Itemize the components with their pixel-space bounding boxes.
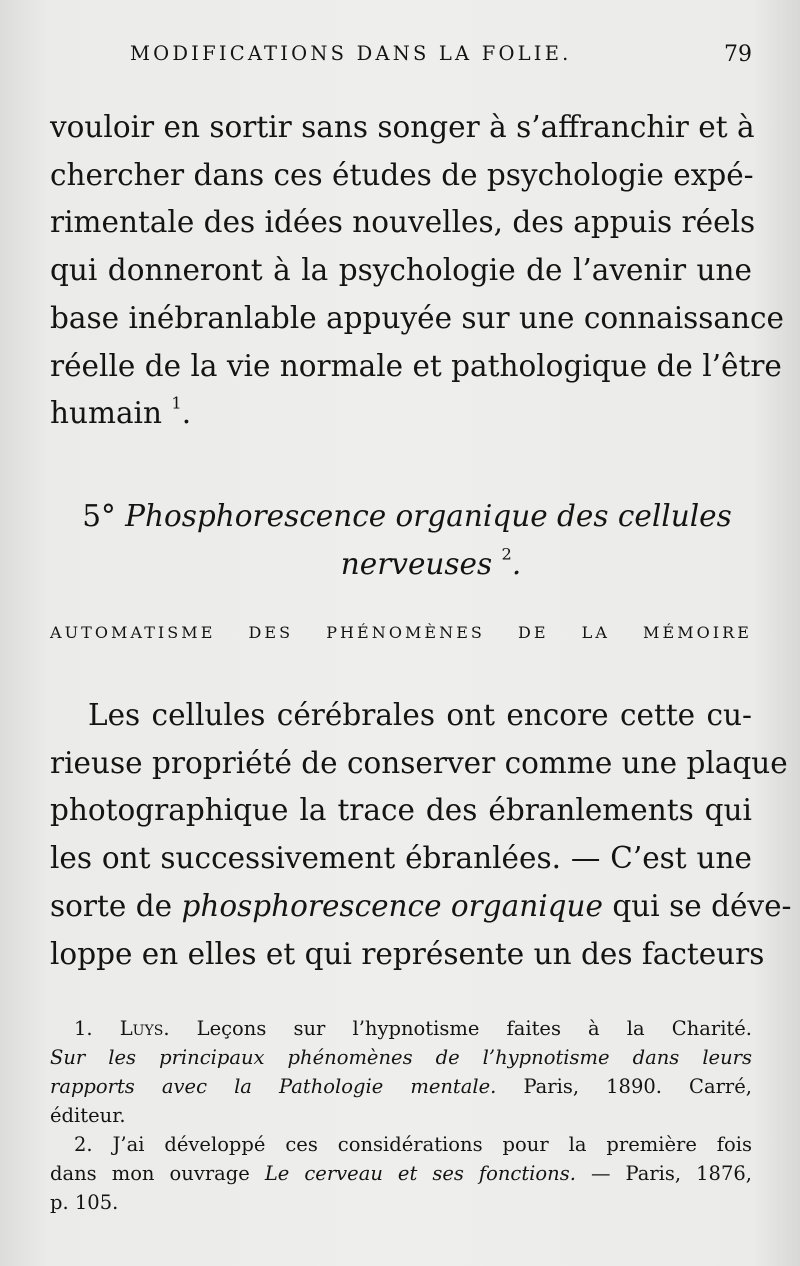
text-line: photographique la trace des ébranlements qui: [50, 793, 752, 828]
subheading: AUTOMATISME DES PHÉNOMÈNES DE LA MÉMOIRE: [50, 623, 752, 642]
sentence-end: .: [181, 396, 192, 431]
text-line: rieuse propriété de conserver comme une plaque: [50, 745, 788, 780]
text-line: Les cellules cérébrales ont encore cette cu-: [88, 698, 752, 732]
footnote-ref-2: 2: [501, 544, 512, 564]
footnote-italic: Le cerveau et ses fonctions.: [264, 1162, 576, 1185]
footnote-text: J’ai développé ces considérations pour la première fois: [112, 1133, 753, 1156]
text-line: rimentale des idées nouvelles, des appuis réels: [50, 205, 756, 240]
text-segment: qui se déve-: [612, 888, 792, 923]
text-line: vouloir en sortir sans songer à s’affranchir et à: [50, 110, 755, 144]
footnote-ref-1: 1: [171, 393, 182, 413]
text-line: [50, 390, 752, 438]
footnote-1-line: [50, 1072, 752, 1101]
text-line-content: humain: [50, 396, 162, 431]
footnote-1-line: [50, 1014, 752, 1043]
footnote-text: Leçons sur l’hypnotisme faites à la Charité.: [196, 1017, 753, 1040]
footnotes: [50, 1014, 752, 1217]
text-line: base inébranlable appuyée sur une connaissance: [50, 300, 784, 335]
footnote-author: Luys.: [119, 1017, 170, 1040]
text-line: qui donneront à la psychologie de l’avenir une: [50, 253, 752, 288]
section-end: .: [511, 547, 522, 581]
text-line: réelle de la vie normale et pathologique de l’être: [50, 348, 782, 383]
footnote-number: 2.: [74, 1133, 93, 1156]
footnote-italic: rapports avec la Pathologie mentale.: [50, 1075, 497, 1098]
text-line: chercher dans ces études de psychologie expé-: [50, 157, 754, 192]
footnote-1-line: [50, 1043, 752, 1072]
footnote-number: 1.: [74, 1017, 93, 1040]
section-heading: [50, 492, 752, 588]
section-heading-line1: [50, 492, 752, 540]
italic-phrase: phosphorescence organique: [181, 888, 604, 923]
page-number: 79: [724, 42, 752, 67]
section-title-line2: nerveuses: [340, 547, 493, 581]
text-segment: sorte de: [50, 888, 173, 923]
footnote-2-line: p. 105.: [50, 1191, 119, 1214]
text-line: les ont successivement ébranlées. — C’est une: [50, 841, 752, 876]
footnote-2-line: [50, 1130, 752, 1159]
footnote-italic: Sur les principaux phénomènes de l’hypnotisme dans leurs: [50, 1046, 752, 1069]
running-head: [50, 42, 752, 72]
section-heading-line2: [50, 540, 752, 588]
paragraph: [50, 692, 792, 978]
footnote-text: Paris, 1890. Carré,: [523, 1075, 752, 1098]
footnote-text: — Paris, 1876,: [590, 1162, 752, 1185]
footnote-text: dans mon ouvrage: [50, 1162, 250, 1185]
running-title: MODIFICATIONS DANS LA FOLIE.: [130, 42, 572, 65]
paragraph-continued: [50, 104, 784, 438]
text-line: loppe en elles et qui représente un des facteurs: [50, 936, 765, 971]
section-number: 5°: [82, 499, 116, 533]
section-title-line1: Phosphorescence organique des cellules: [125, 499, 732, 533]
footnote-2-line: [50, 1159, 752, 1188]
text-line: [50, 883, 792, 931]
footnote-1-line: éditeur.: [50, 1104, 126, 1127]
